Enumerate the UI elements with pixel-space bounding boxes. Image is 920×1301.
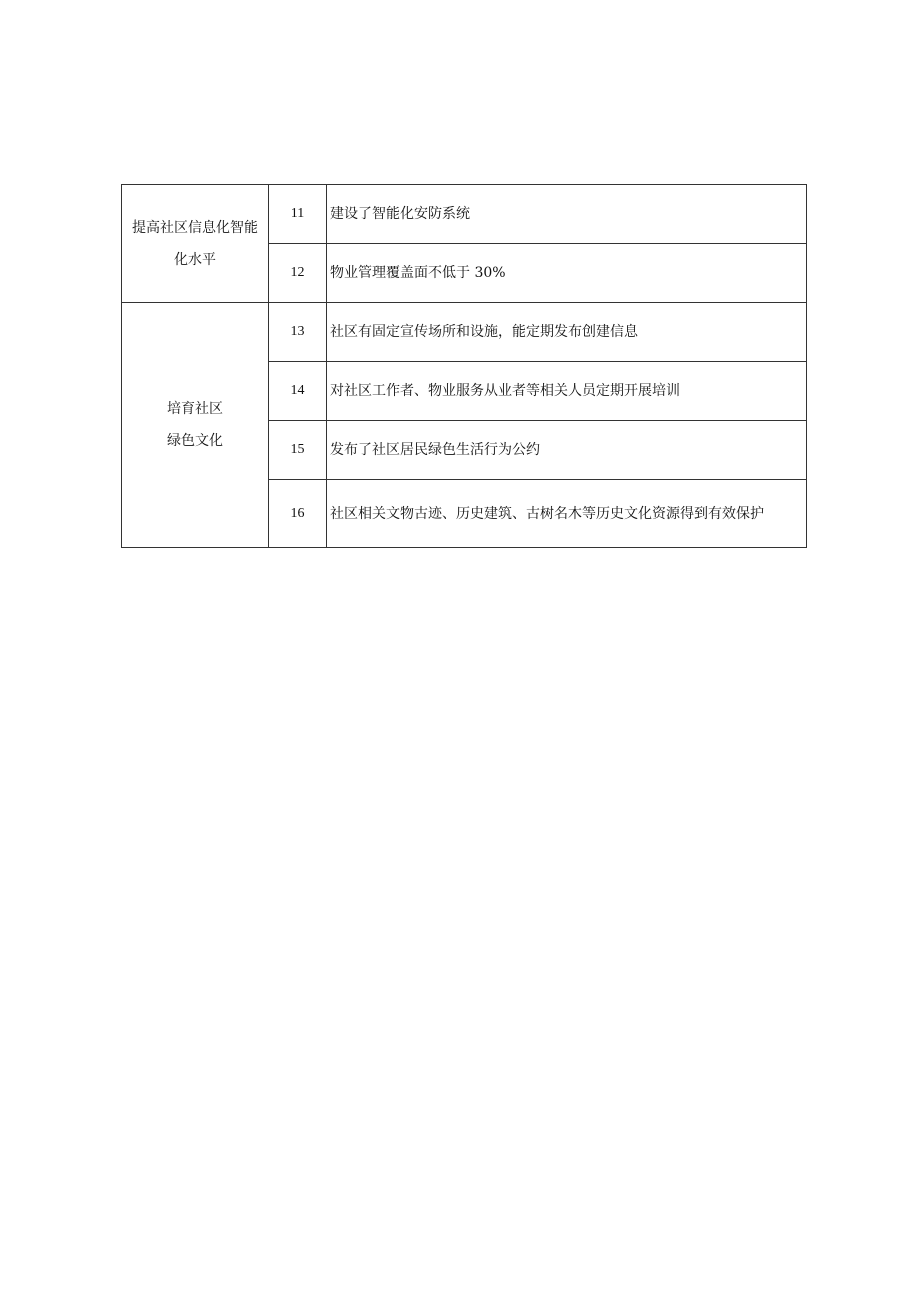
category-label-line: 培育社区 <box>167 401 223 417</box>
table-row <box>122 303 807 362</box>
category-label-line: 绿色文化 <box>167 433 223 449</box>
criteria-table <box>121 184 807 548</box>
item-number: 12 <box>269 244 327 303</box>
item-description: 社区有固定宣传场所和设施，能定期发布创建信息 <box>327 303 807 362</box>
item-number: 11 <box>269 185 327 244</box>
category-cell <box>122 185 269 303</box>
item-number: 15 <box>269 421 327 480</box>
category-label-line: 提高社区信息化智能 <box>132 219 258 236</box>
item-description: 对社区工作者、物业服务从业者等相关人员定期开展培训 <box>327 362 807 421</box>
item-number: 13 <box>269 303 327 362</box>
category-cell <box>122 303 269 548</box>
item-description: 社区相关文物古迹、历史建筑、古树名木等历史文化资源得到有效保护 <box>327 480 807 548</box>
item-description: 发布了社区居民绿色生活行为公约 <box>327 421 807 480</box>
table-row <box>122 185 807 244</box>
item-number: 14 <box>269 362 327 421</box>
category-label-line: 化水平 <box>174 251 216 268</box>
item-description: 物业管理覆盖面不低于 30% <box>327 244 807 303</box>
item-number: 16 <box>269 480 327 548</box>
item-description: 建设了智能化安防系统 <box>327 185 807 244</box>
